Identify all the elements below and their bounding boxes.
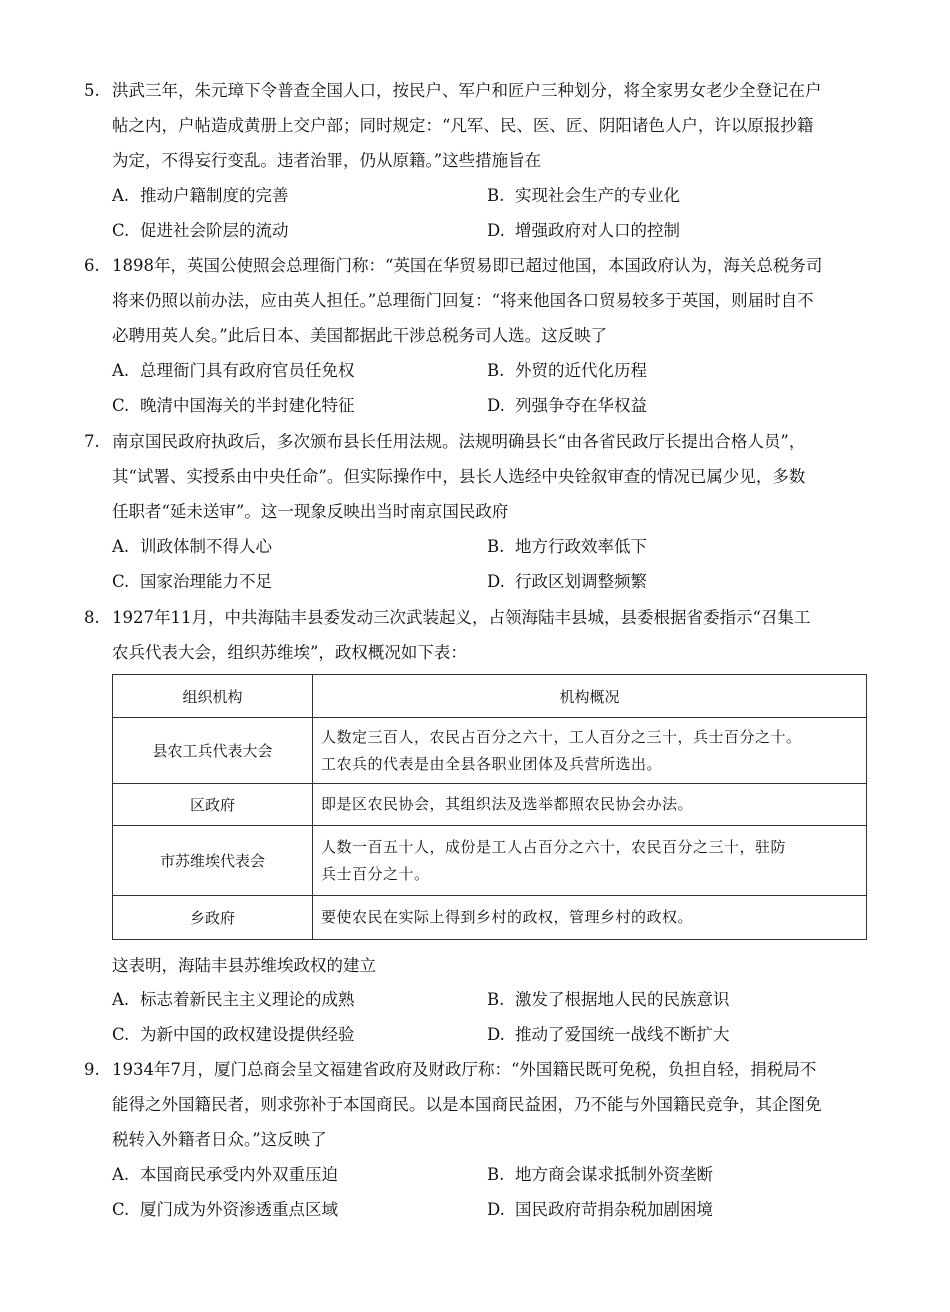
question-5-option-d[interactable]: D. 增强政府对人口的控制: [487, 221, 680, 240]
question-8-number: 8.: [84, 608, 100, 627]
question-5-option-c[interactable]: C. 促进社会阶层的流动: [112, 221, 289, 240]
question-8-conclusion: 这表明，海陆丰县苏维埃政权的建立: [112, 956, 376, 975]
table-row: [113, 718, 867, 784]
question-5-line-2: 帖之内，户帖造成黄册上交户部；同时规定：“凡军、民、医、匠、阴阳诸色人户，许以原报抄籍: [112, 116, 814, 135]
question-6-option-b[interactable]: B. 外贸的近代化历程: [487, 361, 647, 380]
question-8-option-c[interactable]: C. 为新中国的政权建设提供经验: [112, 1025, 355, 1044]
question-8-option-d[interactable]: D. 推动了爱国统一战线不断扩大: [487, 1025, 730, 1044]
table-cell-desc: 人数一百五十人，成份是工人占百分之六十，农民百分之三十，驻防 兵士百分之十。: [313, 826, 867, 896]
question-5-option-b[interactable]: B. 实现社会生产的专业化: [487, 186, 680, 205]
question-6-line-2: 将来仍照以前办法，应由英人担任。”总理衙门回复：“将来他国各口贸易较多于英国，则届时自不: [112, 291, 814, 310]
question-9-option-d[interactable]: D. 国民政府苛捐杂税加剧困境: [487, 1200, 713, 1219]
question-9-line-2: 能得之外国籍民者，则求弥补于本国商民。以是本国商民益困，乃不能与外国籍民竞争，其企图免: [112, 1095, 822, 1114]
table-header-row: [113, 675, 867, 718]
question-9-option-a[interactable]: A. 本国商民承受内外双重压迫: [112, 1165, 338, 1184]
table-cell-org: 市苏维埃代表会: [113, 826, 313, 896]
question-6-number: 6.: [84, 256, 100, 275]
question-9-line-1: 1934年7月，厦门总商会呈文福建省政府及财政厅称：“外国籍民既可免税，负担自轻，捐税局不: [112, 1060, 817, 1079]
question-8-option-a[interactable]: A. 标志着新民主主义理论的成熟: [112, 990, 355, 1009]
question-7-option-a[interactable]: A. 训政体制不得人心: [112, 537, 272, 556]
question-7-option-d[interactable]: D. 行政区划调整频繁: [487, 572, 647, 591]
question-7-line-3: 任职者“延未送审”。这一现象反映出当时南京国民政府: [112, 502, 509, 521]
question-5-option-a[interactable]: A. 推动户籍制度的完善: [112, 186, 289, 205]
question-8-line-2: 农兵代表大会，组织苏维埃”，政权概况如下表：: [112, 643, 467, 662]
question-6-option-a[interactable]: A. 总理衙门具有政府官员任免权: [112, 361, 355, 380]
table-cell-desc: 要使农民在实际上得到乡村的政权，管理乡村的政权。: [313, 896, 867, 940]
question-7-number: 7.: [84, 432, 100, 451]
table-cell-org: 区政府: [113, 784, 313, 826]
question-7-line-1: 南京国民政府执政后，多次颁布县长任用法规。法规明确县长“由各省民政厅长提出合格人员”，: [112, 432, 806, 451]
question-6-option-c[interactable]: C. 晚清中国海关的半封建化特征: [112, 396, 355, 415]
question-5-line-3: 为定，不得妄行变乱。违者治罪，仍从原籍。”这些措施旨在: [112, 151, 542, 170]
question-7-option-c[interactable]: C. 国家治理能力不足: [112, 572, 272, 591]
question-9-line-3: 税转入外籍者日众。”这反映了: [112, 1130, 327, 1149]
question-6-line-1: 1898年，英国公使照会总理衙门称：“英国在华贸易即已超过他国，本国政府认为，海关总税务司: [112, 256, 823, 275]
soviet-regime-table: [112, 674, 867, 940]
question-6-line-3: 必聘用英人矣。”此后日本、美国都据此干涉总税务司人选。这反映了: [112, 326, 608, 345]
table-cell-org: 乡政府: [113, 896, 313, 940]
table-header-org: 组织机构: [113, 675, 313, 718]
question-8-option-b[interactable]: B. 激发了根据地人民的民族意识: [487, 990, 730, 1009]
table-cell-desc: 即是区农民协会，其组织法及选举都照农民协会办法。: [313, 784, 867, 826]
table-row: [113, 826, 867, 896]
table-header-desc: 机构概况: [313, 675, 867, 718]
question-6-option-d[interactable]: D. 列强争夺在华权益: [487, 396, 647, 415]
question-5-line-1: 洪武三年，朱元璋下令普查全国人口，按民户、军户和匠户三种划分，将全家男女老少全登记在户: [112, 81, 822, 100]
table-cell-desc: 人数定三百人，农民占百分之六十，工人百分之三十，兵士百分之十。 工农兵的代表是由全县各职业团体及兵营所选出。: [313, 718, 867, 784]
table-cell-org: 县农工兵代表大会: [113, 718, 313, 784]
question-9-option-b[interactable]: B. 地方商会谋求抵制外资垄断: [487, 1165, 713, 1184]
table-row: [113, 896, 867, 940]
question-9-number: 9.: [84, 1060, 100, 1079]
question-8-line-1: 1927年11月，中共海陆丰县委发动三次武装起义，占领海陆丰县城，县委根据省委指示“召集工: [112, 608, 811, 627]
question-9-option-c[interactable]: C. 厦门成为外资渗透重点区域: [112, 1200, 338, 1219]
question-5-number: 5.: [84, 81, 100, 100]
table-row: [113, 784, 867, 826]
question-7-line-2: 其“试署、实授系由中央任命”。但实际操作中，县长人选经中央铨叙审查的情况已属少见，多数: [112, 467, 806, 486]
question-7-option-b[interactable]: B. 地方行政效率低下: [487, 537, 647, 556]
